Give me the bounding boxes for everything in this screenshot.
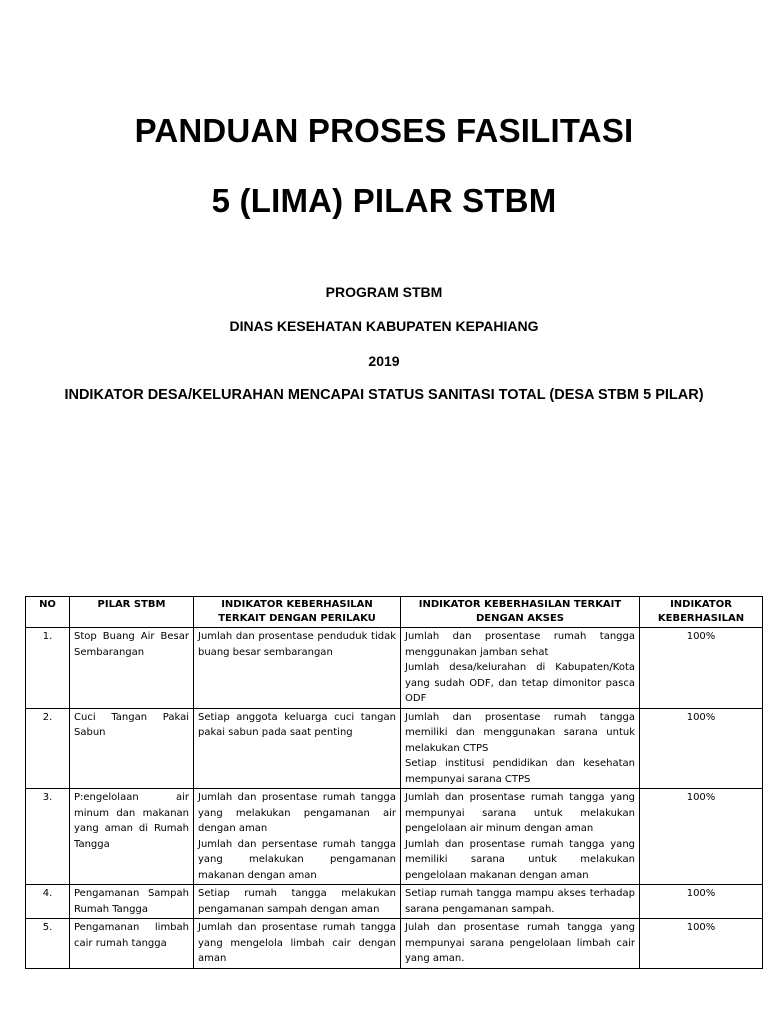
row-keberhasilan: 100% <box>640 885 763 919</box>
row-perilaku <box>194 919 401 969</box>
indicator-table <box>25 596 763 969</box>
row-perilaku-text: Jumlah dan prosentase penduduk tidak buang besar sembarangan <box>198 631 396 658</box>
header-pilar: PILAR STBM <box>70 597 194 628</box>
row-no: 5. <box>26 919 70 969</box>
year-label: 2019 <box>368 353 400 369</box>
row-akses-text: Jumlah desa/kelurahan di Kabupaten/Kota yang sudah ODF, dan tetap dimonitor pasca ODF <box>405 662 635 704</box>
table-row <box>26 708 763 789</box>
table-row <box>26 885 763 919</box>
row-pilar: Stop Buang Air Besar Sembarangan <box>70 628 194 709</box>
row-no: 4. <box>26 885 70 919</box>
row-akses <box>401 628 640 709</box>
indicator-heading: INDIKATOR DESA/KELURAHAN MENCAPAI STATUS SANITASI TOTAL (DESA STBM 5 PILAR) <box>64 387 704 403</box>
row-pilar: P:engelolaan air minum dan makanan yang aman di Rumah Tangga <box>70 789 194 885</box>
row-akses <box>401 708 640 789</box>
row-perilaku-text: Jumlah dan persentase rumah tangga yang melakukan pengamanan makanan dengan aman <box>198 838 396 881</box>
row-akses <box>401 885 640 919</box>
row-akses-text: Setiap rumah tangga mampu akses terhadap sarana pengamanan sampah. <box>405 888 635 915</box>
header-akses: INDIKATOR KEBERHASILAN TERKAIT DENGAN AKSES <box>401 597 640 628</box>
row-perilaku-text: Setiap rumah tangga melakukan pengamanan sampah dengan aman <box>198 888 396 915</box>
row-perilaku-text: Jumlah dan prosentase rumah tangga yang mengelola limbah cair dengan aman <box>198 922 396 964</box>
row-akses <box>401 789 640 885</box>
row-akses <box>401 919 640 969</box>
row-keberhasilan: 100% <box>640 708 763 789</box>
document-title-line2: 5 (LIMA) PILAR STBM <box>211 182 557 219</box>
table-header-row <box>26 597 763 628</box>
header-keberhasilan: INDIKATOR KEBERHASILAN <box>640 597 763 628</box>
row-akses-text: Jumlah dan prosentase rumah tangga memiliki dan menggunakan sarana untuk melakukan CTPS <box>405 711 635 754</box>
row-no: 2. <box>26 708 70 789</box>
row-keberhasilan: 100% <box>640 919 763 969</box>
table-row <box>26 919 763 969</box>
row-perilaku <box>194 628 401 709</box>
row-keberhasilan: 100% <box>640 628 763 709</box>
row-no: 1. <box>26 628 70 709</box>
row-perilaku <box>194 885 401 919</box>
row-pilar: Cuci Tangan Pakai Sabun <box>70 708 194 789</box>
row-keberhasilan: 100% <box>640 789 763 885</box>
header-perilaku: INDIKATOR KEBERHASILAN TERKAIT DENGAN PERILAKU <box>194 597 401 628</box>
document-title-line1: PANDUAN PROSES FASILITASI <box>134 112 634 149</box>
row-perilaku-text: Jumlah dan prosentase rumah tangga yang melakukan pengamanan air dengan aman <box>198 792 396 834</box>
row-akses-text: Julah dan prosentase rumah tangga yang mempunyai sarana pengelolaan limbah cair yang aman. <box>405 922 635 964</box>
row-no: 3. <box>26 789 70 885</box>
header-no: NO <box>26 597 70 628</box>
row-perilaku-text: Setiap anggota keluarga cuci tangan pakai sabun pada saat penting <box>198 711 396 738</box>
row-akses-text: Jumlah dan prosentase rumah tangga yang memiliki sarana untuk melakukan pengelolaan makanan dengan aman <box>405 838 635 881</box>
program-label: PROGRAM STBM <box>325 284 443 300</box>
row-akses-text: Jumlah dan prosentase rumah tangga yang mempunyai sarana untuk melakukan pengelolaan air minum dengan aman <box>405 792 635 834</box>
row-akses-text: Jumlah dan prosentase rumah tangga menggunakan jamban sehat <box>405 631 635 658</box>
agency-label: DINAS KESEHATAN KABUPATEN KEPAHIANG <box>229 318 539 334</box>
row-pilar: Pengamanan limbah cair rumah tangga <box>70 919 194 969</box>
row-pilar: Pengamanan Sampah Rumah Tangga <box>70 885 194 919</box>
table-row <box>26 628 763 709</box>
row-akses-text: Setiap institusi pendidikan dan kesehatan mempunyai sarana CTPS <box>405 758 635 785</box>
row-perilaku <box>194 789 401 885</box>
row-perilaku <box>194 708 401 789</box>
table-row <box>26 789 763 885</box>
